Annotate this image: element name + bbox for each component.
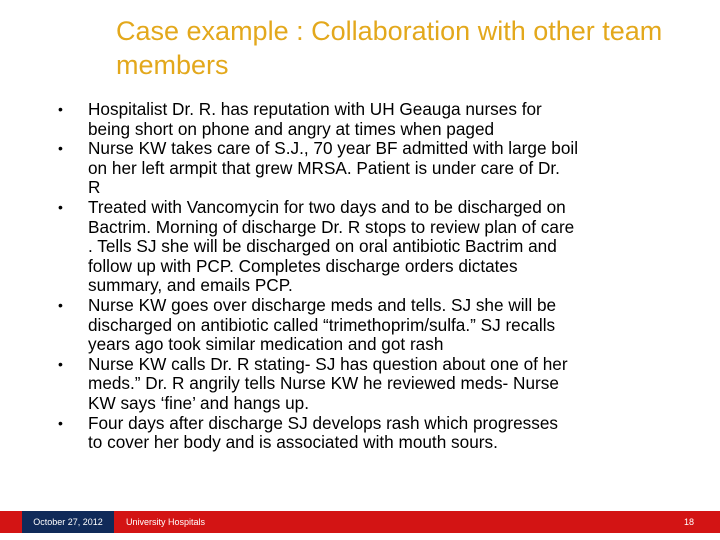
- bullet-text: Treated with Vancomycin for two days and to be discharged on Bactrim. Morning of discharge Dr. R stops to review plan of care . Tells SJ she will be discharged on oral antibiotic Bactrim and follow up with PCP. Completes discharge orders dictates summary, and emails PCP.: [88, 196, 575, 296]
- bullet-text: Nurse KW takes care of S.J., 70 year BF admitted with large boil on her left armpit that grew MRSA. Patient is under care of Dr. R: [88, 138, 579, 198]
- bullet-item: [58, 100, 658, 139]
- bullet-item: [58, 355, 658, 414]
- bullet-dot-icon: •: [58, 414, 63, 431]
- bullet-dot-icon: •: [58, 140, 63, 157]
- footer-organization: University Hospitals: [126, 517, 206, 527]
- footer-date: October 27, 2012: [22, 511, 114, 533]
- bullet-item: [58, 414, 658, 453]
- slide-title-line-1: Case example : Collaboration with other team: [116, 16, 663, 46]
- bullet-text: Hospitalist Dr. R. has reputation with UH Geauga nurses for being short on phone and angry at times when paged: [88, 99, 542, 139]
- bullet-dot-icon: •: [58, 355, 63, 372]
- bullet-text: Nurse KW goes over discharge meds and tells. SJ she will be discharged on antibiotic called “trimethoprim/sulfa.” SJ recalls years ago took similar medication and got rash: [88, 294, 557, 355]
- bullet-item: [58, 296, 658, 355]
- bullet-text: Four days after discharge SJ develops rash which progresses to cover her body and is associated with mouth sours.: [88, 412, 559, 453]
- bullet-dot-icon: •: [58, 198, 63, 215]
- footer-bar: [0, 511, 720, 533]
- bullet-item: [58, 198, 658, 296]
- bullet-dot-icon: •: [58, 296, 63, 313]
- bullet-text: Nurse KW calls Dr. R stating- SJ has question about one of her meds.” Dr. R angrily tells Nurse KW he reviewed meds- Nurse KW says ‘fine’ and hangs up.: [88, 353, 568, 413]
- bullet-dot-icon: •: [58, 101, 63, 117]
- slide-title: [116, 14, 706, 82]
- bullet-item: [58, 139, 658, 198]
- bullet-list: [58, 100, 658, 453]
- slide-title-line-2: members: [116, 50, 229, 80]
- footer-page-number: 18: [683, 517, 694, 527]
